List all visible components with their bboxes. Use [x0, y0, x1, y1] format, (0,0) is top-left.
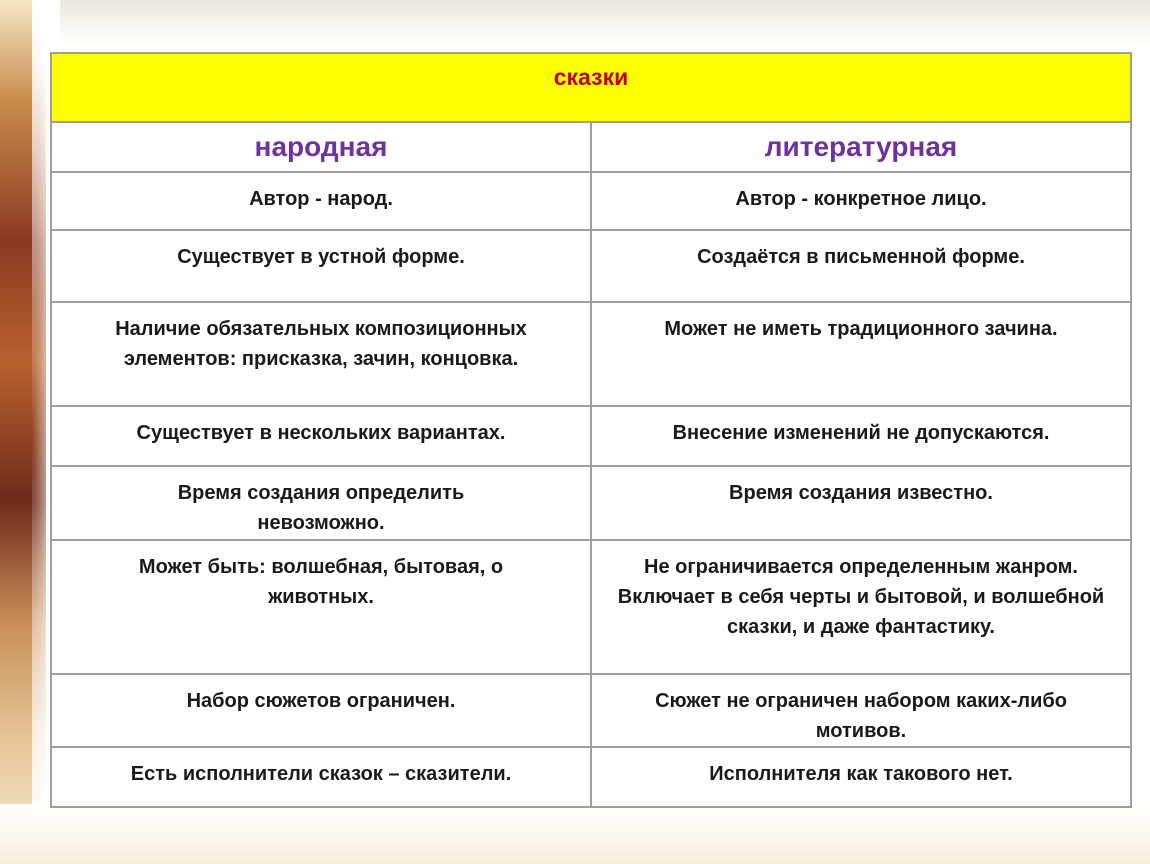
folk-cell: Время создания определить невозможно.	[51, 466, 591, 540]
folk-cell: Наличие обязательных композиционных элементов: присказка, зачин, концовка.	[51, 302, 591, 406]
literary-cell: Сюжет не ограничен набором каких-либо мотивов.	[591, 674, 1131, 747]
table-row	[51, 172, 1131, 230]
literary-cell: Автор - конкретное лицо.	[591, 172, 1131, 230]
title-row	[51, 53, 1131, 122]
table-row	[51, 230, 1131, 302]
folk-cell: Автор - народ.	[51, 172, 591, 230]
table-row	[51, 466, 1131, 540]
folk-cell: Существует в устной форме.	[51, 230, 591, 302]
folk-cell: Может быть: волшебная, бытовая, о животных.	[51, 540, 591, 674]
column-header-literary: литературная	[591, 122, 1131, 172]
table-row	[51, 406, 1131, 466]
literary-cell: Внесение изменений не допускаются.	[591, 406, 1131, 466]
table-title: сказки	[51, 53, 1131, 122]
comparison-table	[50, 52, 1132, 808]
folk-cell: Набор сюжетов ограничен.	[51, 674, 591, 747]
folk-cell: Существует в нескольких вариантах.	[51, 406, 591, 466]
table-row	[51, 674, 1131, 747]
literary-cell: Не ограничивается определенным жанром. Включает в себя черты и бытовой, и волшебной сказки, и даже фантастику.	[591, 540, 1131, 674]
column-header-row	[51, 122, 1131, 172]
literary-cell: Может не иметь традиционного зачина.	[591, 302, 1131, 406]
table-row	[51, 540, 1131, 674]
column-header-folk: народная	[51, 122, 591, 172]
decorative-left-border	[0, 0, 46, 864]
top-background-strip	[0, 0, 1150, 46]
folk-cell: Есть исполнители сказок – сказители.	[51, 747, 591, 807]
literary-cell: Время создания известно.	[591, 466, 1131, 540]
literary-cell: Исполнителя как такового нет.	[591, 747, 1131, 807]
bottom-background-strip	[0, 804, 1150, 864]
table-row	[51, 747, 1131, 807]
table-row	[51, 302, 1131, 406]
literary-cell: Создаётся в письменной форме.	[591, 230, 1131, 302]
